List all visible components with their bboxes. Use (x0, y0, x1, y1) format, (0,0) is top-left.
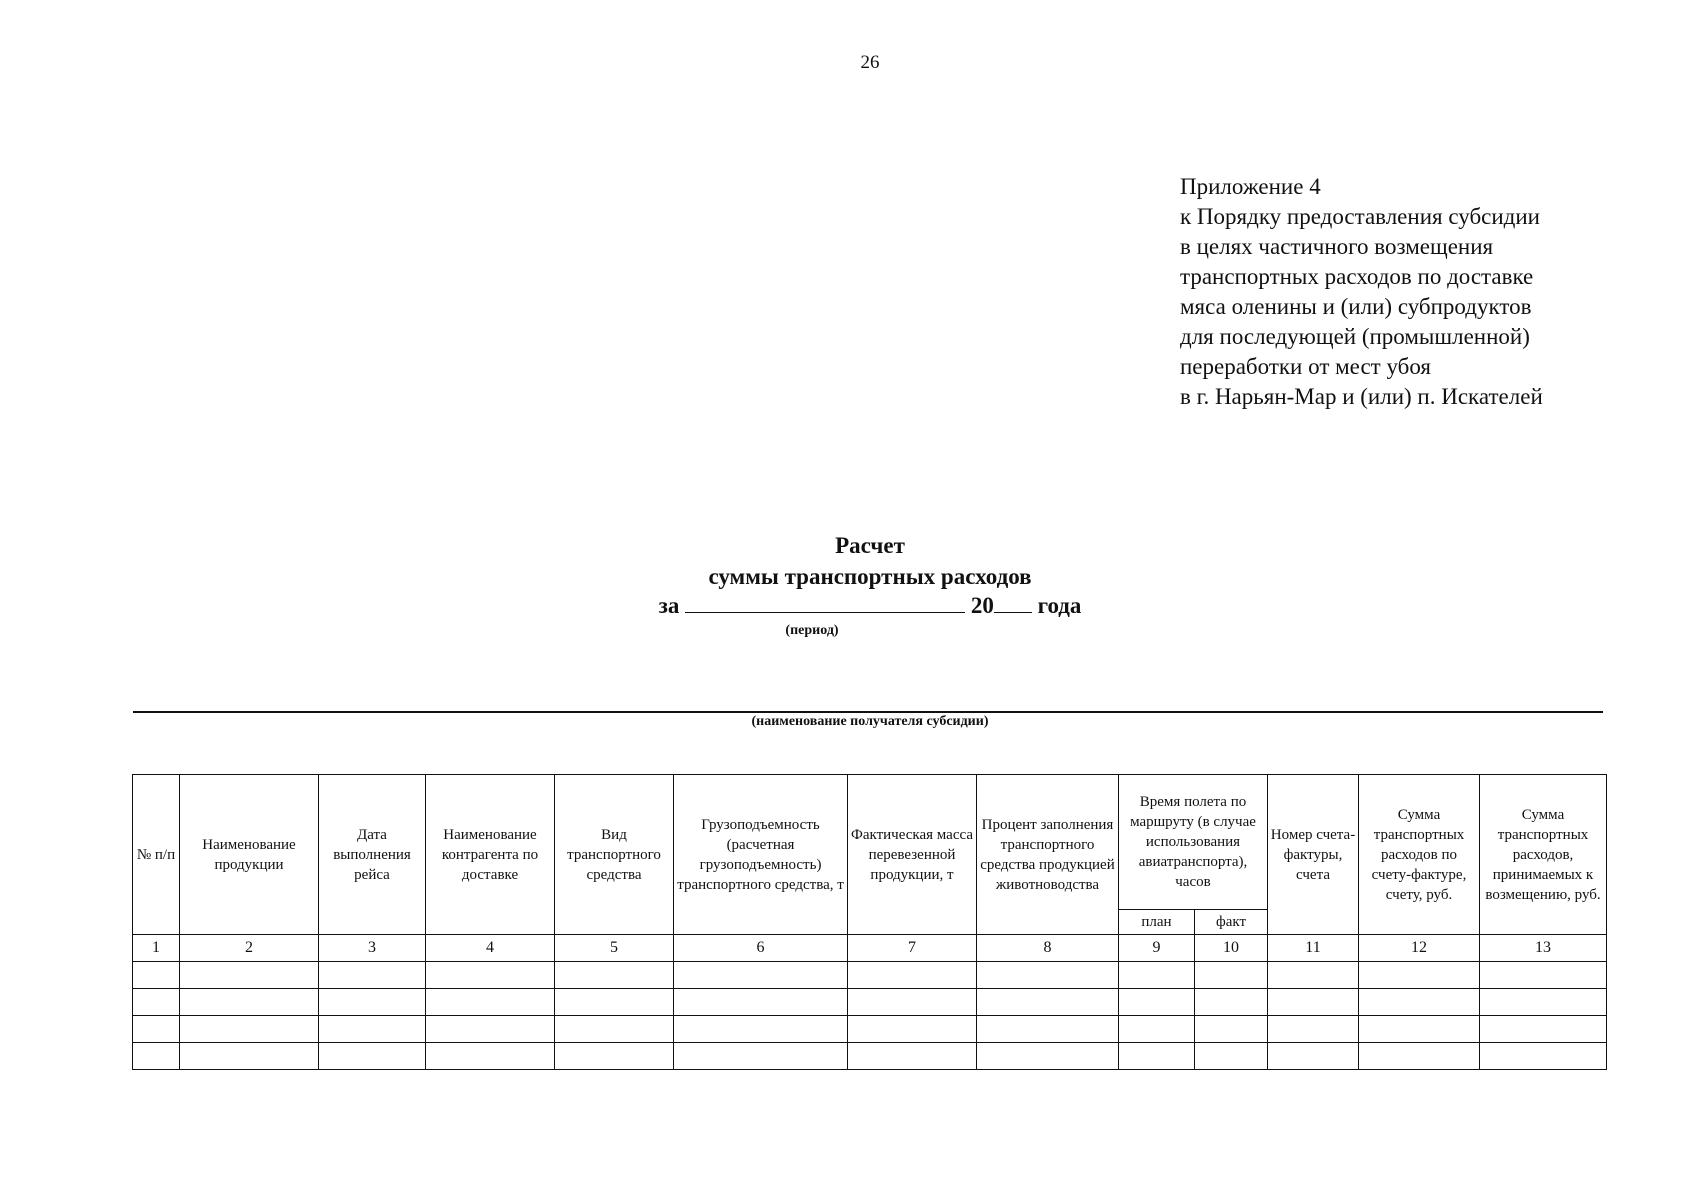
appendix-line: в целях частичного возмещения (1180, 234, 1494, 259)
column-number-row (133, 935, 1607, 962)
header-number: № п/п (133, 775, 180, 935)
table-cell (555, 1016, 674, 1043)
table-header-row (133, 775, 1607, 910)
column-number: 8 (977, 935, 1119, 962)
header-fact: факт (1195, 910, 1268, 935)
table-cell (1480, 962, 1607, 989)
table-cell (848, 989, 977, 1016)
header-load-capacity: Грузоподъемность (расчетная грузоподъемность) транспортного средства, т (674, 775, 848, 935)
header-invoice-number: Номер счета-фактуры, счета (1268, 775, 1359, 935)
table-cell (674, 1043, 848, 1070)
appendix-line: транспортных расходов по доставке (1180, 264, 1534, 289)
table-cell (133, 962, 180, 989)
appendix-line: переработки от мест убоя (1180, 354, 1432, 379)
header-invoice-sum: Сумма транспортных расходов по счету-фактуре, счету, руб. (1359, 775, 1480, 935)
table-cell (426, 1016, 555, 1043)
column-number: 11 (1268, 935, 1359, 962)
recipient-line (133, 711, 1603, 713)
table-cell (426, 1043, 555, 1070)
table-cell (1268, 1043, 1359, 1070)
table-cell (848, 1043, 977, 1070)
header-product-name: Наименование продукции (180, 775, 319, 935)
appendix-line: для последующей (промышленной) (1180, 324, 1530, 349)
table-cell (1359, 1016, 1480, 1043)
table-cell (1119, 989, 1195, 1016)
table-cell (1195, 962, 1268, 989)
table-cell (555, 962, 674, 989)
table-row (133, 989, 1607, 1016)
table-cell (319, 962, 426, 989)
table-cell (180, 962, 319, 989)
table-cell (848, 962, 977, 989)
table-row (133, 962, 1607, 989)
table-cell (319, 1016, 426, 1043)
title-line-1: Расчет (835, 533, 905, 558)
table-cell (426, 962, 555, 989)
page-number: 26 (860, 52, 880, 73)
table-cell (555, 989, 674, 1016)
period-line (0, 592, 1698, 619)
table-cell (1195, 1043, 1268, 1070)
recipient-caption: (наименование получателя субсидии) (751, 714, 989, 729)
table-cell (426, 989, 555, 1016)
column-number: 9 (1119, 935, 1195, 962)
table-cell (1119, 1043, 1195, 1070)
year-blank (994, 592, 1032, 613)
table-cell (1359, 989, 1480, 1016)
table-cell (674, 1016, 848, 1043)
table-cell (977, 1043, 1119, 1070)
appendix-line: мяса оленины и (или) субпродуктов (1180, 294, 1532, 319)
table-cell (977, 1016, 1119, 1043)
column-number: 6 (674, 935, 848, 962)
column-number: 4 (426, 935, 555, 962)
column-number: 10 (1195, 935, 1268, 962)
table-cell (977, 962, 1119, 989)
header-plan: план (1119, 910, 1195, 935)
table-cell (1359, 962, 1480, 989)
table-cell (848, 1016, 977, 1043)
table-cell (1480, 1043, 1607, 1070)
table-cell (674, 962, 848, 989)
table-cell (1268, 989, 1359, 1016)
table-cell (1119, 1016, 1195, 1043)
document-title (0, 530, 1698, 592)
calculation-table (132, 774, 1607, 1070)
year-prefix: 20 (970, 593, 994, 618)
column-number: 7 (848, 935, 977, 962)
header-reimbursed-sum: Сумма транспортных расходов, принимаемых к возмещению, руб. (1480, 775, 1607, 935)
table-cell (180, 1043, 319, 1070)
table-cell (555, 1043, 674, 1070)
table-cell (1195, 1016, 1268, 1043)
table-row (133, 1016, 1607, 1043)
period-blank (685, 592, 965, 613)
table-cell (1195, 989, 1268, 1016)
table-cell (1268, 962, 1359, 989)
table-row (133, 1043, 1607, 1070)
table-cell (180, 989, 319, 1016)
column-number: 12 (1359, 935, 1480, 962)
appendix-line: в г. Нарьян-Мар и (или) п. Искателей (1180, 384, 1543, 409)
header-fill-percent: Процент заполнения транспортного средства продукцией животноводства (977, 775, 1119, 935)
column-number: 2 (180, 935, 319, 962)
appendix-line: к Порядку предоставления субсидии (1180, 204, 1540, 229)
table-cell (133, 989, 180, 1016)
table-cell (674, 989, 848, 1016)
table-cell (1480, 1016, 1607, 1043)
column-number: 1 (133, 935, 180, 962)
column-number: 13 (1480, 935, 1607, 962)
table-cell (319, 989, 426, 1016)
table-cell (319, 1043, 426, 1070)
period-prefix: за (658, 593, 680, 618)
header-actual-mass: Фактическая масса перевезенной продукции, т (848, 775, 977, 935)
column-number: 5 (555, 935, 674, 962)
year-suffix: года (1037, 593, 1082, 618)
title-line-2: суммы транспортных расходов (708, 564, 1032, 589)
table-cell (1480, 989, 1607, 1016)
header-contractor-name: Наименование контрагента по доставке (426, 775, 555, 935)
header-trip-date: Дата выполнения рейса (319, 775, 426, 935)
table-cell (1268, 1016, 1359, 1043)
table-cell (1359, 1043, 1480, 1070)
column-number: 3 (319, 935, 426, 962)
header-vehicle-type: Вид транспортного средства (555, 775, 674, 935)
header-flight-time: Время полета по маршруту (в случае использования авиатранспорта), часов (1119, 775, 1268, 910)
table-cell (180, 1016, 319, 1043)
table-cell (133, 1016, 180, 1043)
table-cell (977, 989, 1119, 1016)
table-cell (133, 1043, 180, 1070)
appendix-line: Приложение 4 (1180, 174, 1321, 199)
period-caption: (период) (785, 623, 839, 638)
appendix-heading (1180, 172, 1680, 412)
table-cell (1119, 962, 1195, 989)
